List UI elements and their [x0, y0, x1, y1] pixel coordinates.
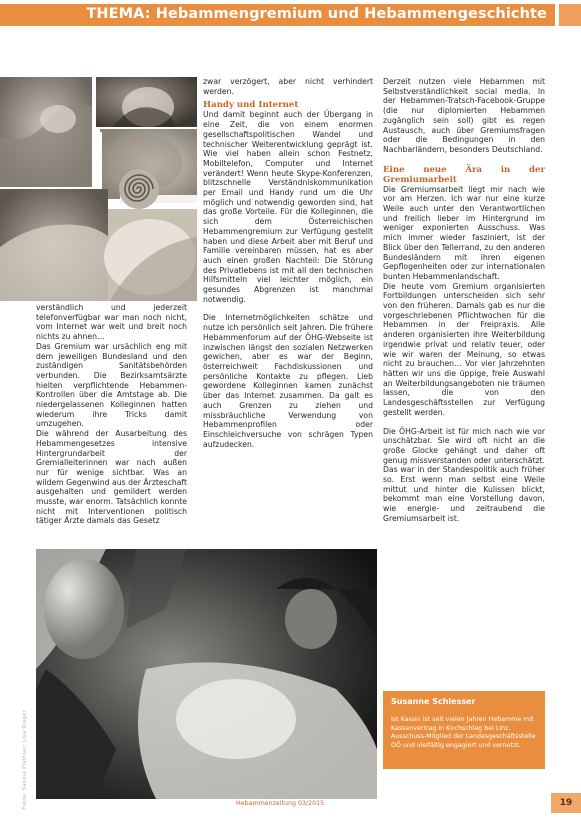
- section-heading: Eine neue Ära in der Gremiumarbeit: [383, 164, 545, 185]
- author-name: Susanne Schlesser: [391, 697, 476, 706]
- text-column-3: [383, 77, 545, 524]
- paragraph: Das Gremium war ursächlich eng mit dem jeweiligen Bundesland und den zuständigen Sanitätsbehörden verbunden. Die Bezirksamtsärzte hielten verpflichtende Hebammen-Kontrollen über die Amtstage ab. Die niedergelassenen Kolleginnen hatten wiederum ihre Tricks damit umzugehen.: [36, 341, 187, 429]
- paragraph: Die Internetmöglichkeiten schätze und nutze ich persönlich seit Jahren. Die frühere Hebammenforum auf der ÖHG-Webseite ist inzwischen längst den sozialen Netzwerken gewichen, aber es war der Beginn, österreichweit Fachdiskussionen und persönliche Kontakte zu pflegen. Lieb gewordene Kolleginnen kamen zunächst über das Internet zusammen. Da galt es auch Grenzen zu ziehen und missbräuchliche Verwendung von Hebammenprofilen oder Einschleichversuche von schrägen Typen aufzudecken.: [203, 313, 373, 449]
- paragraph: Die Gremiumsarbeit liegt mir nach wie vor am Herzen. Ich war nur eine kurze Weile auch unter den Verantwortlichen und freilich lieber im Hintergrund im weniger exponierten Ausschuss. Was mich immer wieder fasziniert, ist der Blick über den Tellerrand, zu den anderen Bundesländern mit ihren eigenen Gepflogenheiten oder zur internationalen bunten Hebammenlandschaft.: [383, 184, 545, 281]
- paragraph: Die während der Ausarbeitung des Hebammengesetzes intensive Hintergrundarbeit der Gremialleiterinnen war nach außen nur für wenige sichtbar. Was an wildem Gegenwind aus der Ärzteschaft ausgehalten und gemildert werden musste, war enorm. Tatsächlich konnte nicht mit Interventionen politisch tätiger Ärzte damals das Gesetz: [36, 429, 187, 526]
- page-number: 19: [551, 793, 581, 813]
- section-heading: Handy und Internet: [203, 100, 299, 111]
- author-bio-box: [383, 691, 545, 769]
- photo-credit: Fotos: Sabine Plattner; Lisa Rieger: [22, 710, 28, 810]
- main-photo: [36, 549, 377, 799]
- header-title: THEMA: Hebammengremium und Hebammengeschichte: [86, 6, 547, 22]
- paragraph: Die ÖHG-Arbeit ist für mich nach wie vor unschätzbar. Sie wird oft nicht an die große Glocke gehängt und daher oft genug missverstanden oder unterschätzt. Das war in der Standespolitik auch früher so. Erst wenn man selbst eine Weile mittut und hinter die Kulissen blickt, bekommt man eine Vorstellung davon, wie energie- und zeitraubend die Gremiumsarbeit ist.: [383, 426, 545, 523]
- spiral-shell-icon: [119, 169, 159, 209]
- footer-magazine: Hebammenzeitung 03/2015: [236, 800, 325, 807]
- paragraph: Derzeit nutzen viele Hebammen mit Selbstverständlichkeit social media. In der Hebammen-Tratsch-Facebook-Gruppe (die nur diplomierten Hebammen zugänglich sein soll) gibt es regen Austausch, auch über Gremiumsfragen oder die Bedingungen in den Nachbarländern, besonders Deutschland.: [383, 77, 545, 154]
- paragraph: zwar verzögert, aber nicht verhindert werden.: [203, 77, 373, 96]
- author-bio-text: Ist Kassin ist seit vielen Jahren Hebamme mit Kassenvertrag in Kirchschlag bei Linz. Ausschuss-Mitglied der Landesgeschäftsstelle OÖ und vielfältig engagiert und vernetzt.: [391, 716, 536, 749]
- paragraph: Die heute vom Gremium organisierten Fortbildungen unterscheiden sich sehr von den früheren. Damals gab es nur die vorgeschriebenen Pflichtwochen für die Hebammen in der Freipraxis. Alle anderen organisierten ihre Weiterbildung irgendwie privat und relativ teuer, oder wie wir waren der Meinung, so etwas nicht zu brauchen… Vor vier Jahrzehnten hätten wir uns die üppige, freie Auswahl an Weiterbildungsangeboten nie träumen lassen, die von den Landesgeschäftsstellen zur Verfügung gestellt werden.: [383, 281, 545, 417]
- birth-scene-photo: [36, 549, 377, 799]
- paragraph: verständlich und jederzeit telefonverfügbar war man noch nicht, vom Internet war weit und breit noch nichts zu ahnen…: [36, 303, 187, 342]
- text-column-1: [36, 303, 187, 526]
- header-tab: [559, 4, 581, 26]
- photo-collage: [0, 77, 197, 301]
- page-header: [0, 0, 581, 26]
- text-column-2: [203, 77, 373, 449]
- collage-photo: [0, 77, 197, 301]
- paragraph: Und damit beginnt auch der Übergang in eine Zeit, die von einem enormen gesellschaftspolitischen Wandel und technischer Weiterentwicklung geprägt ist. Wie viel haben allein schon Festnetz, Mobiltelefon, Computer und Internet verändert! Wenn heute Skype-Konferenzen, blitzschnelle Verständniskommunikation per Email und Handy rund um die Uhr möglich und notwendig geworden sind, hat das große Vorteile. Für die Kolleginnen, die sich dem Österreichischen Hebammengremium zur Verfügung gestellt haben und diese Arbeit aber mit Beruf und Familie vereinbaren müssen, hat es aber auch einen großen Nachteil: Die Störung des Privatlebens ist mit all den technischen Hilfsmitteln viel leichter möglich, ein gesundes Abgrenzen ist manchmal notwendig.: [203, 110, 373, 304]
